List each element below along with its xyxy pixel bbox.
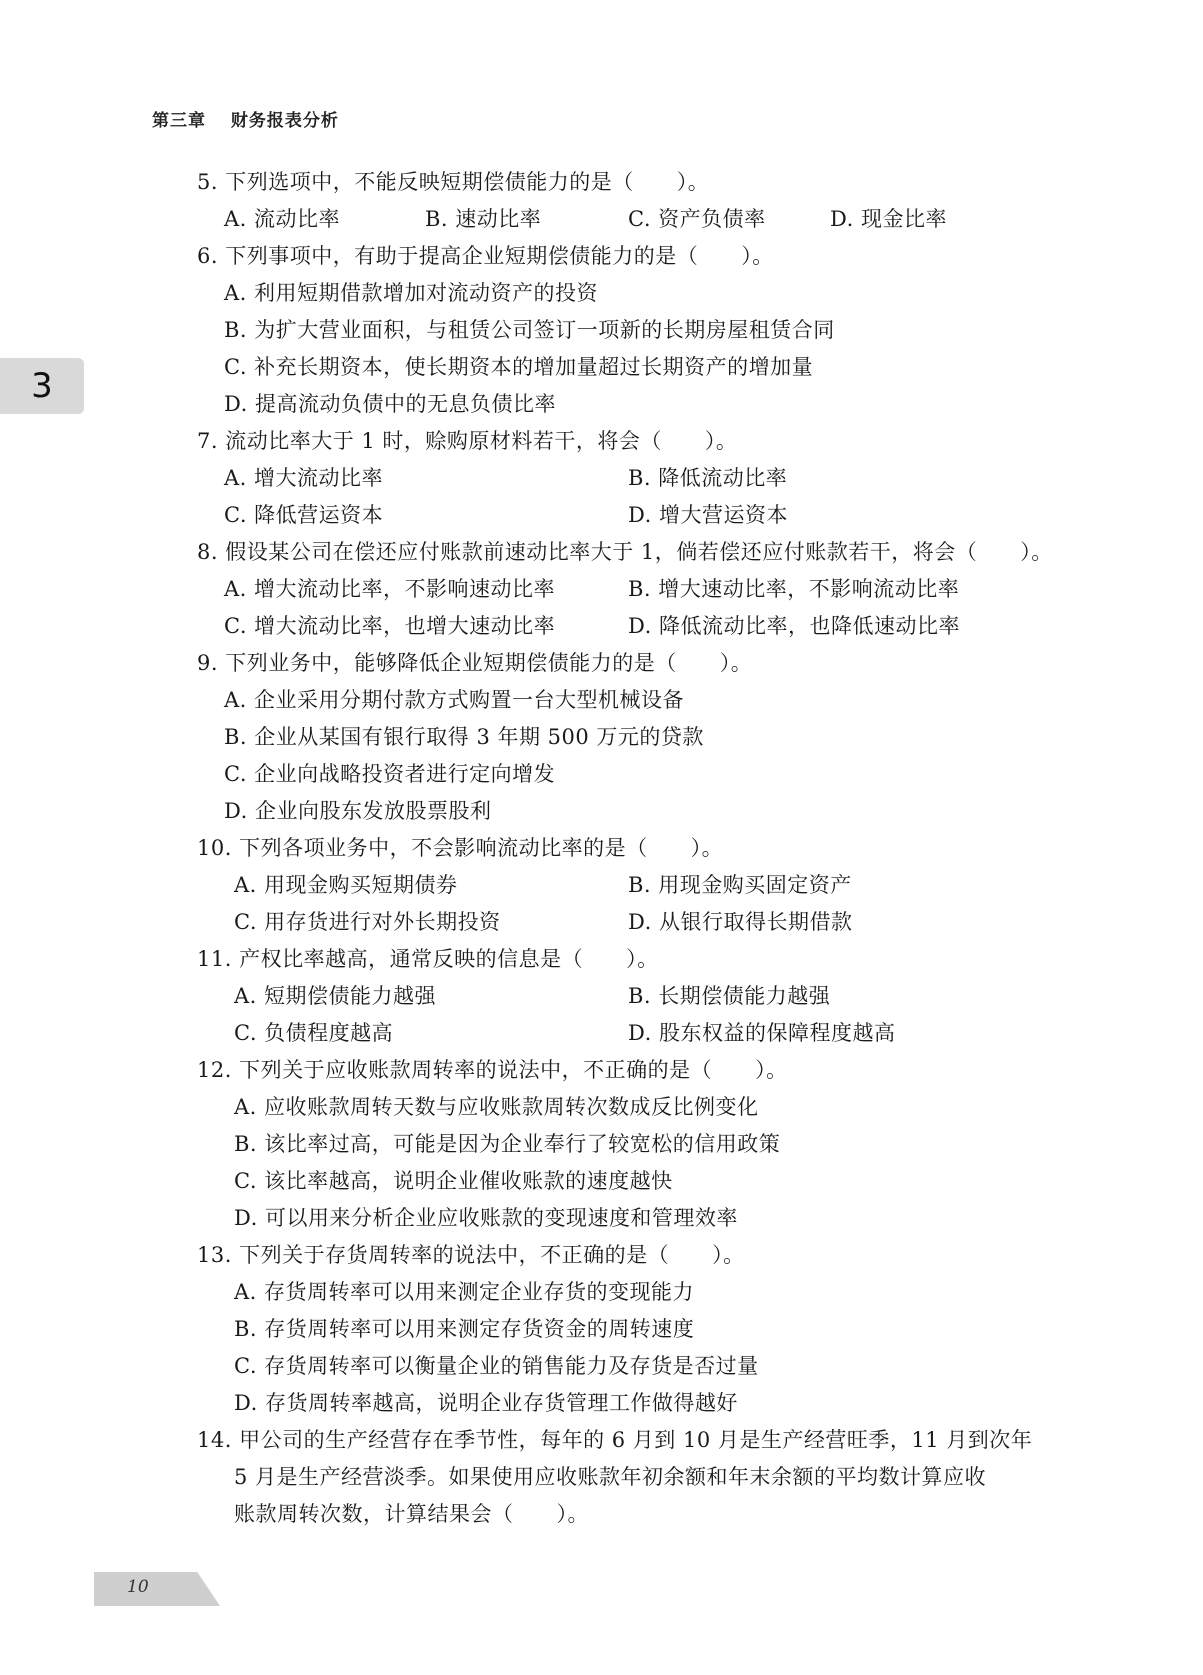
q9-option-c: C. 企业向战略投资者进行定向增发	[224, 762, 556, 786]
q6-option-b: B. 为扩大营业面积，与租赁公司签订一项新的长期房屋租赁合同	[224, 318, 835, 342]
q7-option-c: C. 降低营运资本	[224, 503, 384, 527]
q13-option-a: A. 存货周转率可以用来测定企业存货的变现能力	[234, 1280, 695, 1304]
q13-option-b: B. 存货周转率可以用来测定存货资金的周转速度	[234, 1317, 695, 1341]
q13-option-c: C. 存货周转率可以衡量企业的销售能力及存货是否过量	[234, 1354, 759, 1378]
q14-line-1: 14. 甲公司的生产经营存在季节性，每年的 6 月到 10 月是生产经营旺季，11 月到次年	[197, 1428, 1033, 1452]
chapter-side-tab: 3	[0, 358, 84, 414]
q8-option-a: A. 增大流动比率，不影响速动比率	[224, 577, 556, 601]
q5-option-a: A. 流动比率	[224, 207, 341, 231]
q9-option-d: D. 企业向股东发放股票股利	[224, 799, 492, 823]
q14-line-3: 账款周转次数，计算结果会（ ）。	[234, 1502, 589, 1526]
q7-option-a: A. 增大流动比率	[224, 466, 384, 490]
q6-option-a: A. 利用短期借款增加对流动资产的投资	[224, 281, 599, 305]
q11-option-c: C. 负债程度越高	[234, 1021, 394, 1045]
q12-option-a: A. 应收账款周转天数与应收账款周转次数成反比例变化	[234, 1095, 759, 1119]
q7-option-d: D. 增大营运资本	[628, 503, 788, 527]
q12-option-c: C. 该比率越高，说明企业催收账款的速度越快	[234, 1169, 673, 1193]
q11-option-a: A. 短期偿债能力越强	[234, 984, 437, 1008]
q9-option-a: A. 企业采用分期付款方式购置一台大型机械设备	[224, 688, 685, 712]
q10-option-c: C. 用存货进行对外长期投资	[234, 910, 501, 934]
q13-stem: 13. 下列关于存货周转率的说法中，不正确的是（ ）。	[197, 1243, 745, 1267]
q9-stem: 9. 下列业务中，能够降低企业短期偿债能力的是（ ）。	[197, 651, 753, 675]
q8-option-b: B. 增大速动比率，不影响流动比率	[628, 577, 960, 601]
q12-option-d: D. 可以用来分析企业应收账款的变现速度和管理效率	[234, 1206, 738, 1230]
q11-stem: 11. 产权比率越高，通常反映的信息是（ ）。	[197, 947, 659, 971]
q11-option-d: D. 股东权益的保障程度越高	[628, 1021, 896, 1045]
chapter-title: 财务报表分析	[230, 111, 339, 131]
q14-line-2: 5 月是生产经营淡季。如果使用应收账款年初余额和年末余额的平均数计算应收	[234, 1465, 987, 1489]
q8-option-d: D. 降低流动比率，也降低速动比率	[628, 614, 960, 638]
q5-stem: 5. 下列选项中，不能反映短期偿债能力的是（ ）。	[197, 170, 710, 194]
q10-stem: 10. 下列各项业务中，不会影响流动比率的是（ ）。	[197, 836, 724, 860]
running-header	[152, 106, 357, 131]
q10-option-a: A. 用现金购买短期债券	[234, 873, 458, 897]
q11-option-b: B. 长期偿债能力越强	[628, 984, 831, 1008]
q8-stem: 8. 假设某公司在偿还应付账款前速动比率大于 1，倘若偿还应付账款若干，将会（ ）。	[197, 540, 1053, 564]
q7-stem: 7. 流动比率大于 1 时，赊购原材料若干，将会（ ）。	[197, 429, 738, 453]
q6-stem: 6. 下列事项中，有助于提高企业短期偿债能力的是（ ）。	[197, 244, 774, 268]
q12-option-b: B. 该比率过高，可能是因为企业奉行了较宽松的信用政策	[234, 1132, 781, 1156]
page-number: 10	[127, 1577, 149, 1597]
q5-option-b: B. 速动比率	[425, 207, 542, 231]
q7-option-b: B. 降低流动比率	[628, 466, 788, 490]
q9-option-b: B. 企业从某国有银行取得 3 年期 500 万元的贷款	[224, 725, 704, 749]
q6-option-d: D. 提高流动负债中的无息负债比率	[224, 392, 556, 416]
q10-option-d: D. 从银行取得长期借款	[628, 910, 853, 934]
q12-stem: 12. 下列关于应收账款周转率的说法中，不正确的是（ ）。	[197, 1058, 788, 1082]
q5-option-d: D. 现金比率	[830, 207, 947, 231]
q5-option-c: C. 资产负债率	[628, 207, 766, 231]
page-number-tab	[94, 1572, 220, 1606]
q6-option-c: C. 补充长期资本，使长期资本的增加量超过长期资产的增加量	[224, 355, 814, 379]
chapter-label: 第三章	[152, 111, 206, 131]
q10-option-b: B. 用现金购买固定资产	[628, 873, 852, 897]
q8-option-c: C. 增大流动比率，也增大速动比率	[224, 614, 556, 638]
q13-option-d: D. 存货周转率越高，说明企业存货管理工作做得越好	[234, 1391, 738, 1415]
